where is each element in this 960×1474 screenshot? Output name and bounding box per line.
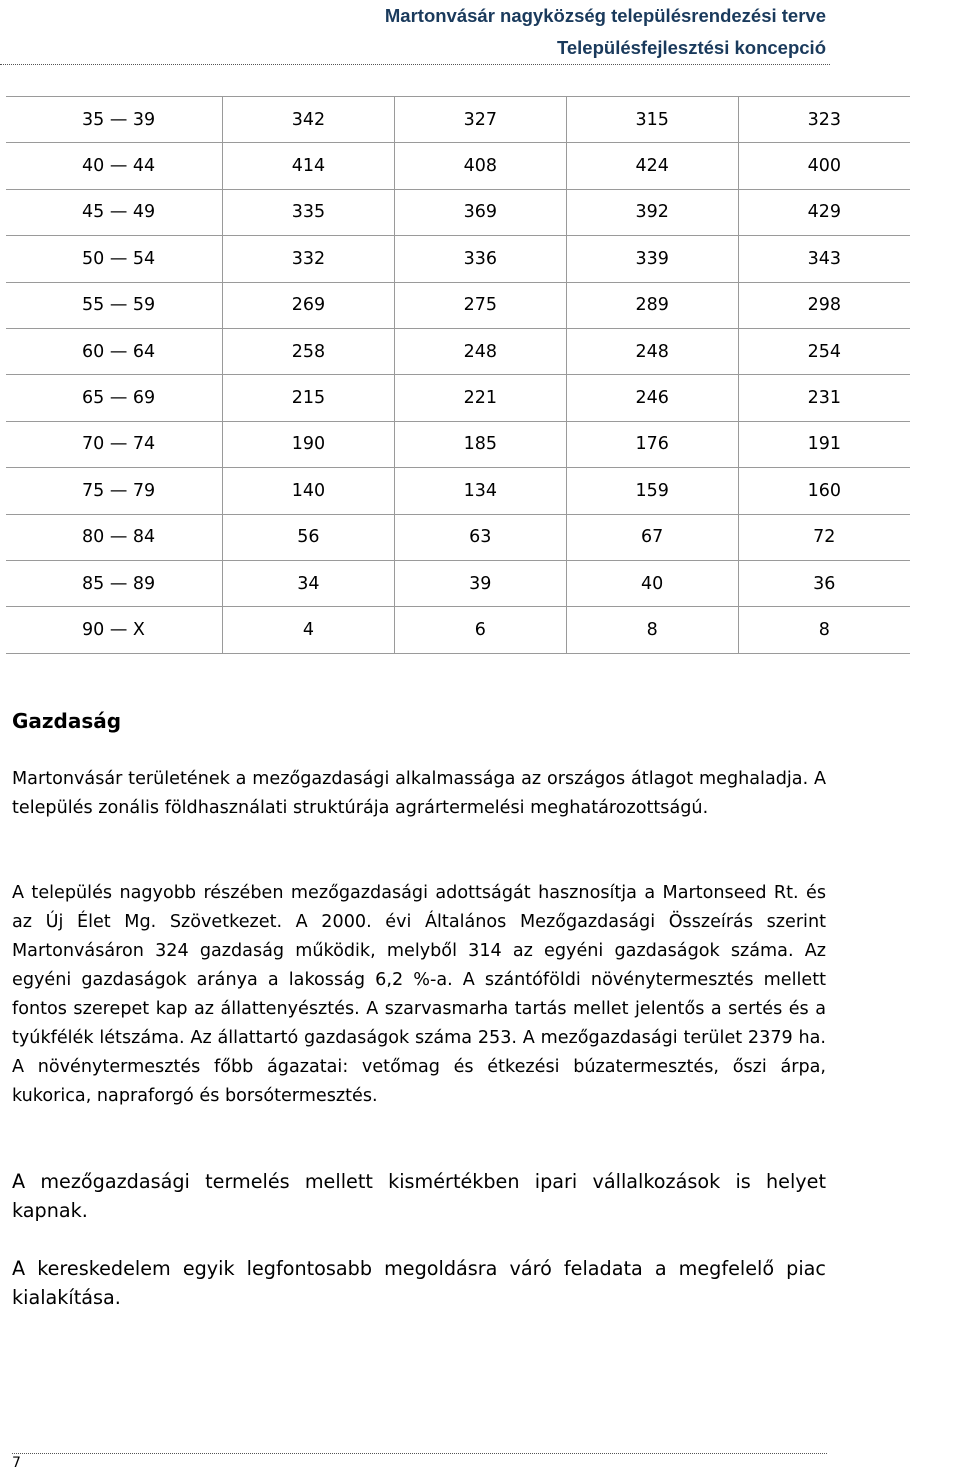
age-distribution-table [6,96,910,654]
value-cell: 400 [738,143,910,189]
table-row [6,607,910,653]
value-cell: 339 [566,236,738,282]
age-group-cell: 50 — 54 [6,236,223,282]
table-row [6,189,910,235]
paragraph-4: A kereskedelem egyik legfontosabb megoldásra váró feladata a megfelelő piac kialakítása. [12,1257,826,1309]
value-cell: 39 [394,560,566,606]
value-cell: 191 [738,421,910,467]
age-group-cell: 70 — 74 [6,421,223,467]
table-row [6,282,910,328]
table-row [6,468,910,514]
value-cell: 429 [738,189,910,235]
document-header [385,0,826,64]
table-row [6,143,910,189]
value-cell: 6 [394,607,566,653]
table-row [6,421,910,467]
value-cell: 36 [738,560,910,606]
table-row [6,375,910,421]
value-cell: 342 [223,97,395,143]
value-cell: 67 [566,514,738,560]
footer-divider [12,1453,827,1454]
table-row [6,560,910,606]
document-title: Martonvásár nagyközség településrendezési terve [384,5,826,26]
value-cell: 140 [223,468,395,514]
value-cell: 72 [738,514,910,560]
value-cell: 254 [738,328,910,374]
age-group-cell: 45 — 49 [6,189,223,235]
value-cell: 40 [566,560,738,606]
value-cell: 231 [738,375,910,421]
value-cell: 34 [223,560,395,606]
section-heading: Gazdaság [12,709,122,733]
age-group-cell: 80 — 84 [6,514,223,560]
page-number: 7 [12,1455,21,1471]
age-group-cell: 85 — 89 [6,560,223,606]
value-cell: 424 [566,143,738,189]
value-cell: 332 [223,236,395,282]
age-group-cell: 55 — 59 [6,282,223,328]
value-cell: 246 [566,375,738,421]
value-cell: 343 [738,236,910,282]
age-group-cell: 40 — 44 [6,143,223,189]
value-cell: 160 [738,468,910,514]
header-divider [0,64,830,65]
paragraph-1: Martonvásár területének a mezőgazdasági alkalmassága az országos átlagot meghaladja. A település zonális földhasználati struktúrája agrártermelési meghatározottságú. [12,769,826,818]
value-cell: 408 [394,143,566,189]
value-cell: 275 [394,282,566,328]
value-cell: 134 [394,468,566,514]
value-cell: 159 [566,468,738,514]
value-cell: 56 [223,514,395,560]
age-group-cell: 65 — 69 [6,375,223,421]
value-cell: 392 [566,189,738,235]
value-cell: 298 [738,282,910,328]
value-cell: 315 [566,97,738,143]
value-cell: 335 [223,189,395,235]
value-cell: 185 [394,421,566,467]
age-group-cell: 90 — X [6,607,223,653]
table-row [6,97,910,143]
value-cell: 323 [738,97,910,143]
value-cell: 258 [223,328,395,374]
table-row [6,236,910,282]
age-group-cell: 60 — 64 [6,328,223,374]
value-cell: 248 [566,328,738,374]
age-group-cell: 75 — 79 [6,468,223,514]
value-cell: 327 [394,97,566,143]
value-cell: 221 [394,375,566,421]
value-cell: 336 [394,236,566,282]
value-cell: 4 [223,607,395,653]
value-cell: 8 [566,607,738,653]
value-cell: 176 [566,421,738,467]
document-subtitle: Településfejlesztési koncepció [556,37,826,58]
value-cell: 63 [394,514,566,560]
value-cell: 369 [394,189,566,235]
age-group-cell: 35 — 39 [6,97,223,143]
value-cell: 248 [394,328,566,374]
paragraph-3: A mezőgazdasági termelés mellett kismértékben ipari vállalkozások is helyet kapnak. [12,1170,826,1222]
paragraph-2: A település nagyobb részében mezőgazdasági adottságát hasznosítja a Martonseed Rt. és az Új Élet Mg. Szövetkezet. A 2000. évi Általános Mezőgazdasági Összeírás szerint Martonvásáron 324 gazdaság működik, melyből 314 az egyéni gazdaságok száma. Az egyéni gazdaságok aránya a lakosság 6,2 %-a. A szántóföldi növénytermesztés mellett fontos szerepet kap az állattenyésztés. A szarvasmarha tartás mellet jelentős a sertés és a tyúkfélék létszáma. Az állattartó gazdaságok száma 253. A mezőgazdasági terület 2379 ha. A növénytermesztés főbb ágazatai: vetőmag és étkezési búzatermesztés, őszi árpa, kukorica, napraforgó és borsótermesztés. [12,883,826,1106]
value-cell: 269 [223,282,395,328]
table-row [6,514,910,560]
table-row [6,328,910,374]
value-cell: 8 [738,607,910,653]
value-cell: 289 [566,282,738,328]
value-cell: 190 [223,421,395,467]
value-cell: 414 [223,143,395,189]
value-cell: 215 [223,375,395,421]
